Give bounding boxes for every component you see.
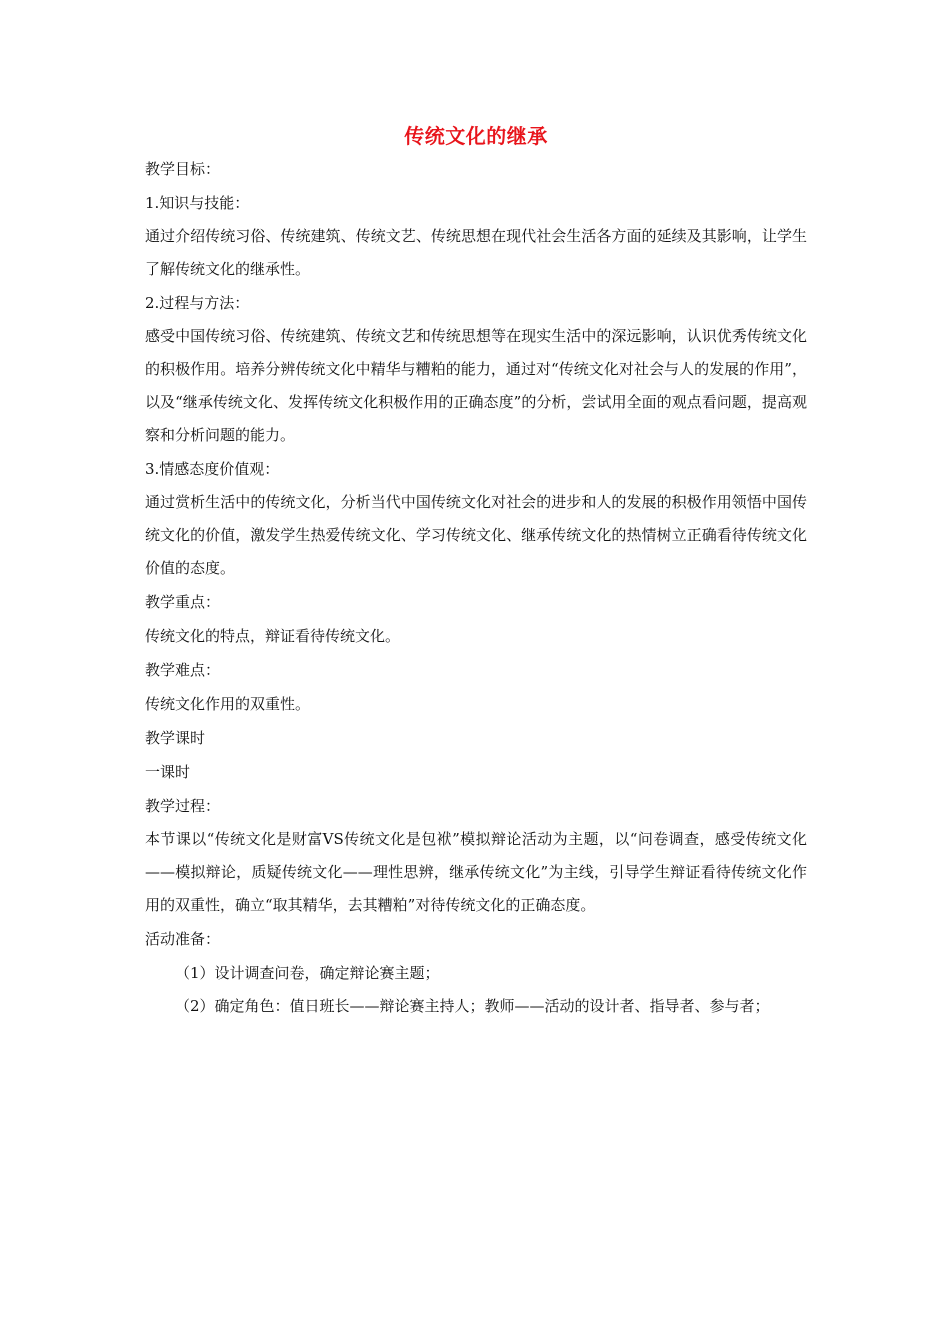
heading-activity-prep: 活动准备：: [145, 930, 221, 948]
paragraph-knowledge-skills: 通过介绍传统习俗、传统建筑、传统文艺、传统思想在现代社会生活各方面的延续及其影响，让学生了解传统文化的继承性。: [145, 227, 807, 278]
list-item-prep-1: （1）设计调查问卷，确定辩论赛主题；: [175, 964, 440, 982]
heading-class-hours: 教学课时: [145, 729, 206, 747]
heading-teaching-difficulty: 教学难点：: [145, 661, 221, 679]
text-teaching-difficulty: 传统文化作用的双重性。: [145, 695, 311, 713]
paragraph-emotion-values: 通过赏析生活中的传统文化，分析当代中国传统文化对社会的进步和人的发展的积极作用领悟中国传统文化的价值，激发学生热爱传统文化、学习传统文化、继承传统文化的热情树立正确看待传统文化价值的态度。: [145, 493, 807, 577]
subheading-emotion-values: 3.情感态度价值观：: [145, 460, 280, 478]
list-item-prep-2: （2）确定角色：值日班长——辩论赛主持人；教师——活动的设计者、指导者、参与者；: [175, 997, 770, 1015]
subheading-process-methods: 2.过程与方法：: [145, 294, 250, 312]
heading-teaching-process: 教学过程：: [145, 797, 221, 815]
paragraph-process-methods: 感受中国传统习俗、传统建筑、传统文艺和传统思想等在现实生活中的深远影响，认识优秀传统文化的积极作用。培养分辨传统文化中精华与糟粕的能力，通过对“传统文化对社会与人的发展的作用”，以及“继承传统文化、发挥传统文化积极作用的正确态度”的分析，尝试用全面的观点看问题，提高观察和分析问题的能力。: [145, 327, 807, 444]
heading-teaching-goals: 教学目标：: [145, 160, 221, 178]
text-class-hours: 一课时: [145, 763, 191, 781]
document-page: [145, 122, 807, 1023]
document-title: 传统文化的继承: [404, 124, 548, 148]
heading-teaching-focus: 教学重点：: [145, 593, 221, 611]
text-teaching-focus: 传统文化的特点，辩证看待传统文化。: [145, 627, 401, 645]
paragraph-teaching-process: 本节课以“传统文化是财富VS传统文化是包袱”模拟辩论活动为主题，以“问卷调查，感受传统文化——模拟辩论，质疑传统文化——理性思辨，继承传统文化”为主线，引导学生辩证看待传统文化作用的双重性，确立“取其精华，去其糟粕”对待传统文化的正确态度。: [145, 830, 807, 914]
subheading-knowledge-skills: 1.知识与技能：: [145, 194, 250, 212]
